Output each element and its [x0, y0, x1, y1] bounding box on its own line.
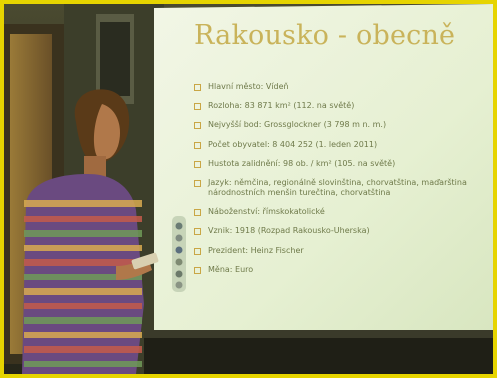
bullet-text: Hlavní město: Vídeň	[208, 82, 289, 91]
bullet-text-continuation: národnostních menšin turečtina, chorvatština	[208, 187, 391, 197]
bullet-icon	[194, 103, 201, 110]
bullet-text: Náboženství: římskokatolické	[208, 207, 325, 217]
slide-bullet	[194, 246, 493, 256]
bullet-icon	[194, 142, 201, 149]
bullet-icon	[194, 228, 201, 235]
tool-icon	[176, 247, 183, 254]
bullet-icon	[194, 84, 201, 91]
bullet-text: Prezident: Heinz Fischer	[208, 245, 304, 255]
slide-bullet	[194, 207, 493, 217]
bullet-icon	[194, 267, 201, 274]
lower-wall	[144, 338, 493, 374]
tool-icon	[176, 271, 183, 278]
tool-icon	[176, 282, 183, 289]
slide-bullet	[194, 82, 493, 92]
board-rail	[144, 330, 493, 338]
bullet-text: Hustota zalidnění: 98 ob. / km² (105. na světě)	[208, 158, 396, 168]
slide-bullet	[194, 101, 493, 111]
slide-bullet	[194, 265, 493, 275]
bullet-icon	[194, 209, 201, 216]
bullet-text: Nejvyšší bod: Grossglockner (3 798 m n. m.)	[208, 120, 387, 130]
classroom-photo	[4, 4, 493, 374]
slide-bullet	[194, 140, 493, 150]
slide-bullet	[194, 226, 493, 236]
bullet-text: Měna: Euro	[208, 264, 254, 274]
bullet-icon	[194, 180, 201, 187]
tool-icon	[176, 235, 183, 242]
slide-title: Rakousko - obecně	[194, 20, 456, 51]
tool-icon	[176, 259, 183, 266]
slide-bullet-list	[194, 82, 493, 284]
bullet-text: Vznik: 1918 (Rozpad Rakousko-Uherska)	[208, 226, 370, 236]
tool-icon	[176, 223, 183, 230]
bullet-text: Rozloha: 83 871 km² (112. na světě)	[208, 101, 355, 111]
slide-bullet	[194, 120, 493, 130]
speaker-grille	[100, 22, 130, 96]
bullet-text: Počet obyvatel: 8 404 252 (1. leden 2011)	[208, 139, 378, 149]
bullet-icon	[194, 248, 201, 255]
slide-bullet	[194, 178, 493, 198]
bullet-icon	[194, 122, 201, 129]
bullet-text: Jazyk: němčina, regionálně slovinština, chorvatština, maďarština	[208, 177, 467, 187]
slide-bullet	[194, 159, 493, 169]
bullet-icon	[194, 161, 201, 168]
